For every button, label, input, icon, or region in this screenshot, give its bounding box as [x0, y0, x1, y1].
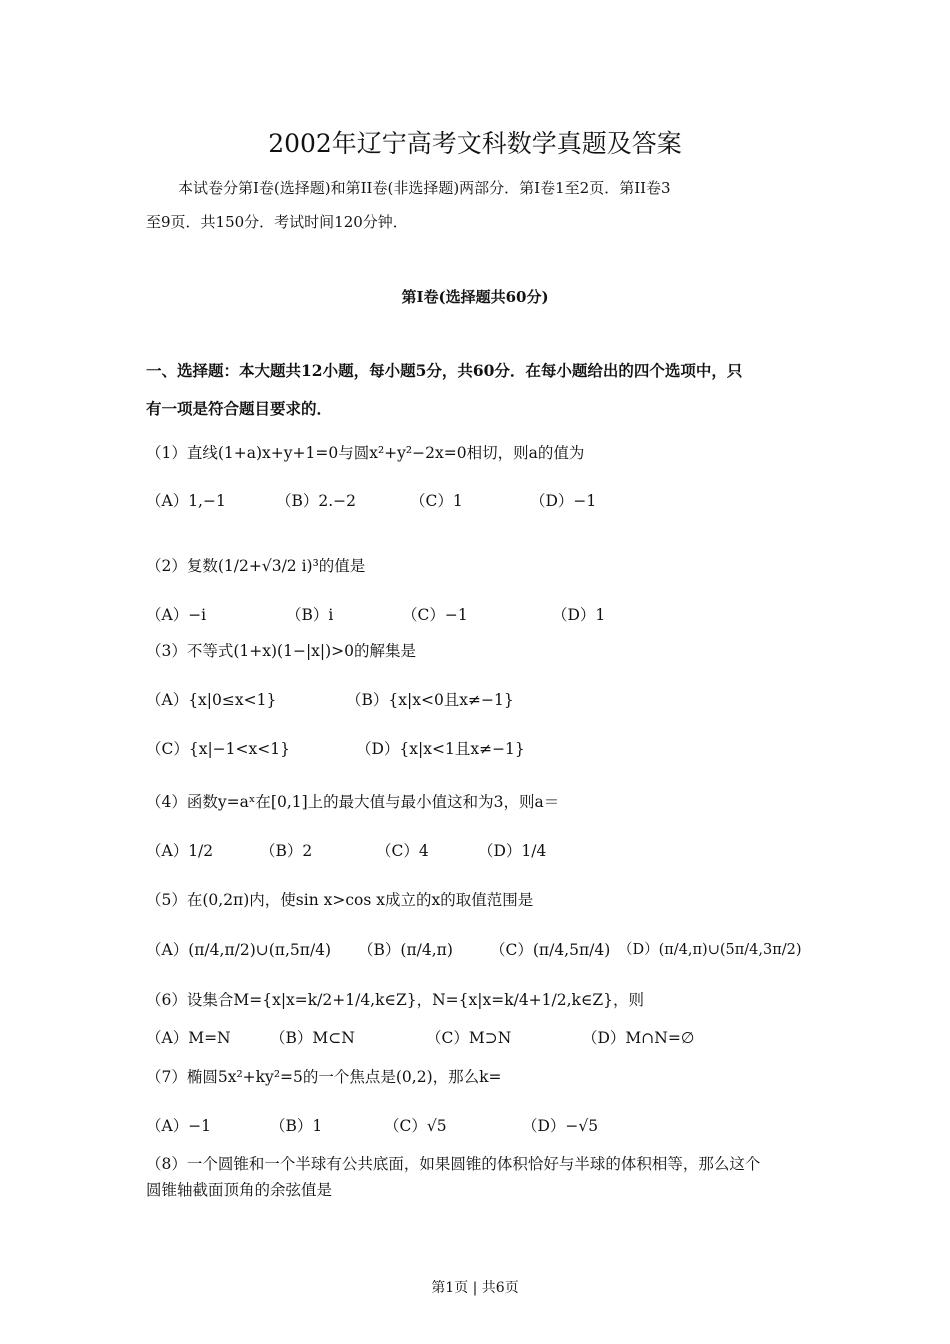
question-7-option-a: （A）−1: [146, 1117, 212, 1135]
question-1-stem: （1）直线(1+a)x+y+1=0与圆x²+y²−2x=0相切，则a的值为: [146, 444, 585, 462]
question-2-option-b: （B）i: [286, 606, 334, 624]
question-6-option-c: （C）M⊃N: [426, 1029, 512, 1047]
question-8-stem-line-2: 圆锥轴截面顶角的余弦值是: [146, 1181, 333, 1199]
question-3-stem: （3）不等式(1+x)(1−|x|)>0的解集是: [146, 642, 417, 660]
question-6-option-b: （B）M⊂N: [270, 1029, 355, 1047]
question-2-option-d: （D）1: [552, 606, 606, 624]
question-6-option-d: （D）M∩N=∅: [582, 1029, 695, 1047]
question-5-option-d: （D）(π/4,π)∪(5π/4,3π/2): [618, 942, 802, 958]
question-4-option-d: （D）1/4: [478, 842, 547, 860]
section-title: 第Ⅰ卷(选择题共60分): [401, 288, 549, 306]
question-2-option-c: （C）−1: [402, 606, 468, 624]
question-7-option-d: （D）−√5: [522, 1117, 599, 1135]
question-6-option-a: （A）M=N: [146, 1029, 231, 1047]
question-7-stem: （7）椭圆5x²+ky²=5的一个焦点是(0,2)，那么k=: [146, 1068, 502, 1086]
instructions-line-1: 一、选择题：本大题共12小题，每小题5分，共60分．在每小题给出的四个选项中，只: [146, 361, 743, 380]
question-1-option-c: （C）1: [410, 492, 463, 510]
question-3-option-d: （D）{x|x<1且x≠−1}: [356, 740, 525, 758]
question-1-option-b: （B）2.−2: [276, 492, 357, 510]
question-3-option-b: （B）{x|x<0且x≠−1}: [346, 691, 514, 709]
question-4-option-a: （A）1/2: [146, 842, 214, 860]
question-3-option-a: （A）{x|0≤x<1}: [146, 691, 277, 709]
question-1-option-a: （A）1,−1: [146, 492, 226, 510]
question-4-option-b: （B）2: [260, 842, 313, 860]
page-title: 2002年辽宁高考文科数学真题及答案: [268, 129, 682, 158]
question-4-option-c: （C）4: [376, 842, 429, 860]
intro-line-1: 本试卷分第Ⅰ卷(选择题)和第II卷(非选择题)两部分．第Ⅰ卷1至2页．第II卷3: [178, 179, 671, 197]
question-7-option-c: （C）√5: [384, 1117, 447, 1135]
intro-line-2: 至9页．共150分．考试时间120分钟．: [146, 213, 408, 231]
question-2-stem: （2）复数(1/2+√3/2 i)³的值是: [146, 557, 366, 575]
question-3-option-c: （C）{x|−1<x<1}: [146, 740, 290, 758]
question-2-option-a: （A）−i: [146, 606, 207, 624]
question-1-option-d: （D）−1: [530, 492, 597, 510]
question-7-option-b: （B）1: [270, 1117, 323, 1135]
question-8-stem-line-1: （8）一个圆锥和一个半球有公共底面，如果圆锥的体积恰好与半球的体积相等，那么这个: [146, 1155, 761, 1173]
question-4-stem: （4）函数y=aˣ在[0,1]上的最大值与最小值这和为3，则a＝: [146, 793, 560, 811]
page-footer: 第1页 | 共6页: [431, 1280, 519, 1296]
question-5-option-b: （B）(π/4,π): [358, 941, 453, 959]
question-5-option-a: （A）(π/4,π/2)∪(π,5π/4): [146, 941, 332, 959]
instructions-line-2: 有一项是符合题目要求的．: [146, 399, 333, 418]
question-6-stem: （6）设集合M={x|x=k/2+1/4,k∈Z}，N={x|x=k/4+1/2,k∈Z}，则: [146, 991, 645, 1009]
question-5-stem: （5）在(0,2π)内，使sin x>cos x成立的x的取值范围是: [146, 891, 534, 909]
question-5-option-c: （C）(π/4,5π/4): [490, 941, 611, 959]
